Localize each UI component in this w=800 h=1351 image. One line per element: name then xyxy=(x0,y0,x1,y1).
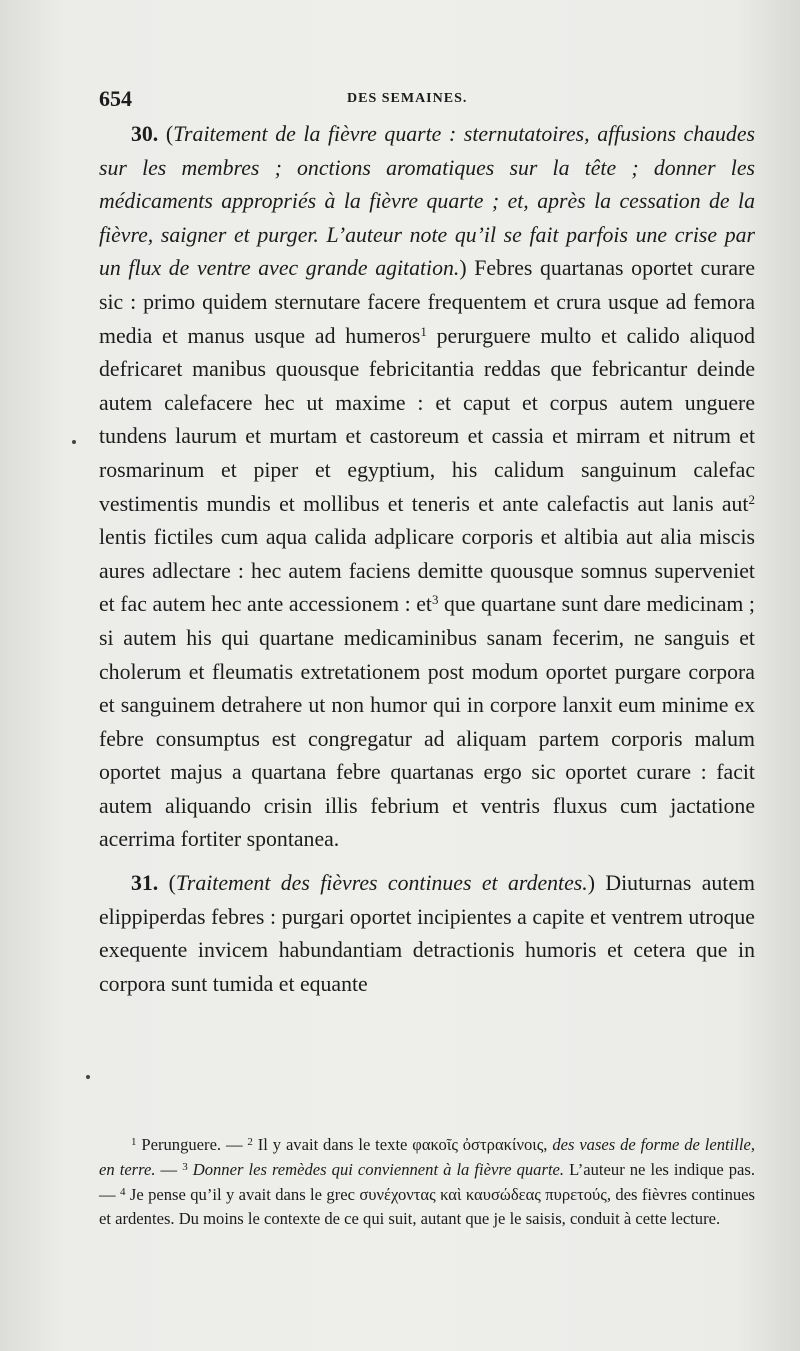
footnote-text: Il y avait dans le texte φακοῖς ὀστρακίνοις, xyxy=(252,1135,553,1154)
latin-text: Diuturnas autem elippiperdas febres : purgari oportet incipientes a capite et ventrem utroque exequente invicem habundantiam detractionis humoris et cetera que in corpora sunt tumida et equante xyxy=(99,871,755,996)
margin-speck xyxy=(72,440,76,444)
footnote-marker-1: 1 xyxy=(131,1136,137,1148)
french-summary: Traitement de la fièvre quarte : sternutatoires, affusions chaudes sur les membres ; onctions aromatiques sur la tête ; donner les médicaments appropriés à la fièvre quarte ; et, après la cessation de la fièvre, saigner et purger. L’auteur note qu’il se fait parfois une crise par un flux de ventre avec grande agitation. xyxy=(99,122,755,281)
page-header xyxy=(99,86,755,114)
latin-text: perurguere multo et calido aliquod defricaret manibus quousque febricitantia reddas que febricantur deinde autem calefacere hec ut maxime : et caput et corpus autem unguere tundens laurum et murtam et castoreum et cassia et mirram et nitrum et rosmarinum et piper et egyptium, his calidum sanguinum calefac vestimentis mundis et mollibus et teneris et ante calefactis aut lanis aut xyxy=(99,323,755,516)
section-number: 31. xyxy=(131,871,159,896)
footnote-ref-1: 1 xyxy=(420,323,427,339)
footnote-marker-4: 4 xyxy=(119,1185,126,1198)
footnote-marker-2: 2 xyxy=(247,1136,253,1148)
paragraph-section-30 xyxy=(99,118,755,857)
latin-text: lentis fictiles cum aqua calida adplicare corporis et altibia aut alia miscis aures adlectare : hec autem faciens demitte quousque somnus superveniet et fac autem hec ante accessionem : et xyxy=(99,525,755,617)
footnote-text: Perunguere. — xyxy=(136,1135,248,1154)
footnote-ref-3: 3 xyxy=(431,592,439,608)
main-text xyxy=(99,118,755,1001)
open-paren: ( xyxy=(165,122,174,146)
footnote-block xyxy=(99,1133,755,1232)
footnote-text-italic: Donner les remèdes qui conviennent à la fièvre quarte. xyxy=(187,1159,565,1179)
running-title: DES SEMAINES. xyxy=(347,91,468,106)
footnote-ref-2: 2 xyxy=(748,491,755,507)
footnote-text-italic: des vases de forme de lentille, en terre. xyxy=(99,1135,755,1179)
footnote-text: — xyxy=(155,1159,183,1179)
latin-text: que quartane sunt dare medicinam ; si autem his qui quartane medicaminibus sanam fecerim, ne sanguis et cholerum et fleumatis extretationem post modum oportet purgare corpora et sanguinem detrahere ut non humor qui in corpore lanxit eum minime ex febre consumptus est congregatur ad aliquam partem corporis malum oportet majus a quartana febre quartanas ergo sic oportet curare : facit autem aliquando crisin illis febrium et ventris fluxus cum jactatione acerrima fortiter spontanea. xyxy=(99,592,755,852)
footnotes xyxy=(99,1133,755,1232)
page-number: 654 xyxy=(99,86,132,111)
french-summary: Traitement des fièvres continues et ardentes. xyxy=(175,871,588,896)
open-paren: ( xyxy=(168,871,176,896)
margin-speck xyxy=(86,1075,90,1079)
latin-text: Febres quartanas oportet curare sic : primo quidem sternutare facere frequentem et crura usque ad femora media et manus usque ad humeros xyxy=(99,256,755,348)
section-number: 30. xyxy=(131,122,159,146)
footnote-text: L’auteur ne les indique pas. — xyxy=(99,1159,756,1204)
paragraph-section-31 xyxy=(99,867,755,1001)
close-paren: ) xyxy=(587,871,595,896)
close-paren: ) xyxy=(459,256,467,281)
footnote-text: Je pense qu’il y avait dans le grec συνέχοντας καὶ καυσώδεας πυρετούς, des fièvres continues et ardentes. Du moins le contexte de ce qui suit, autant que je le saisis, conduit à cette lecture. xyxy=(99,1184,755,1229)
footnote-marker-3: 3 xyxy=(182,1160,188,1173)
